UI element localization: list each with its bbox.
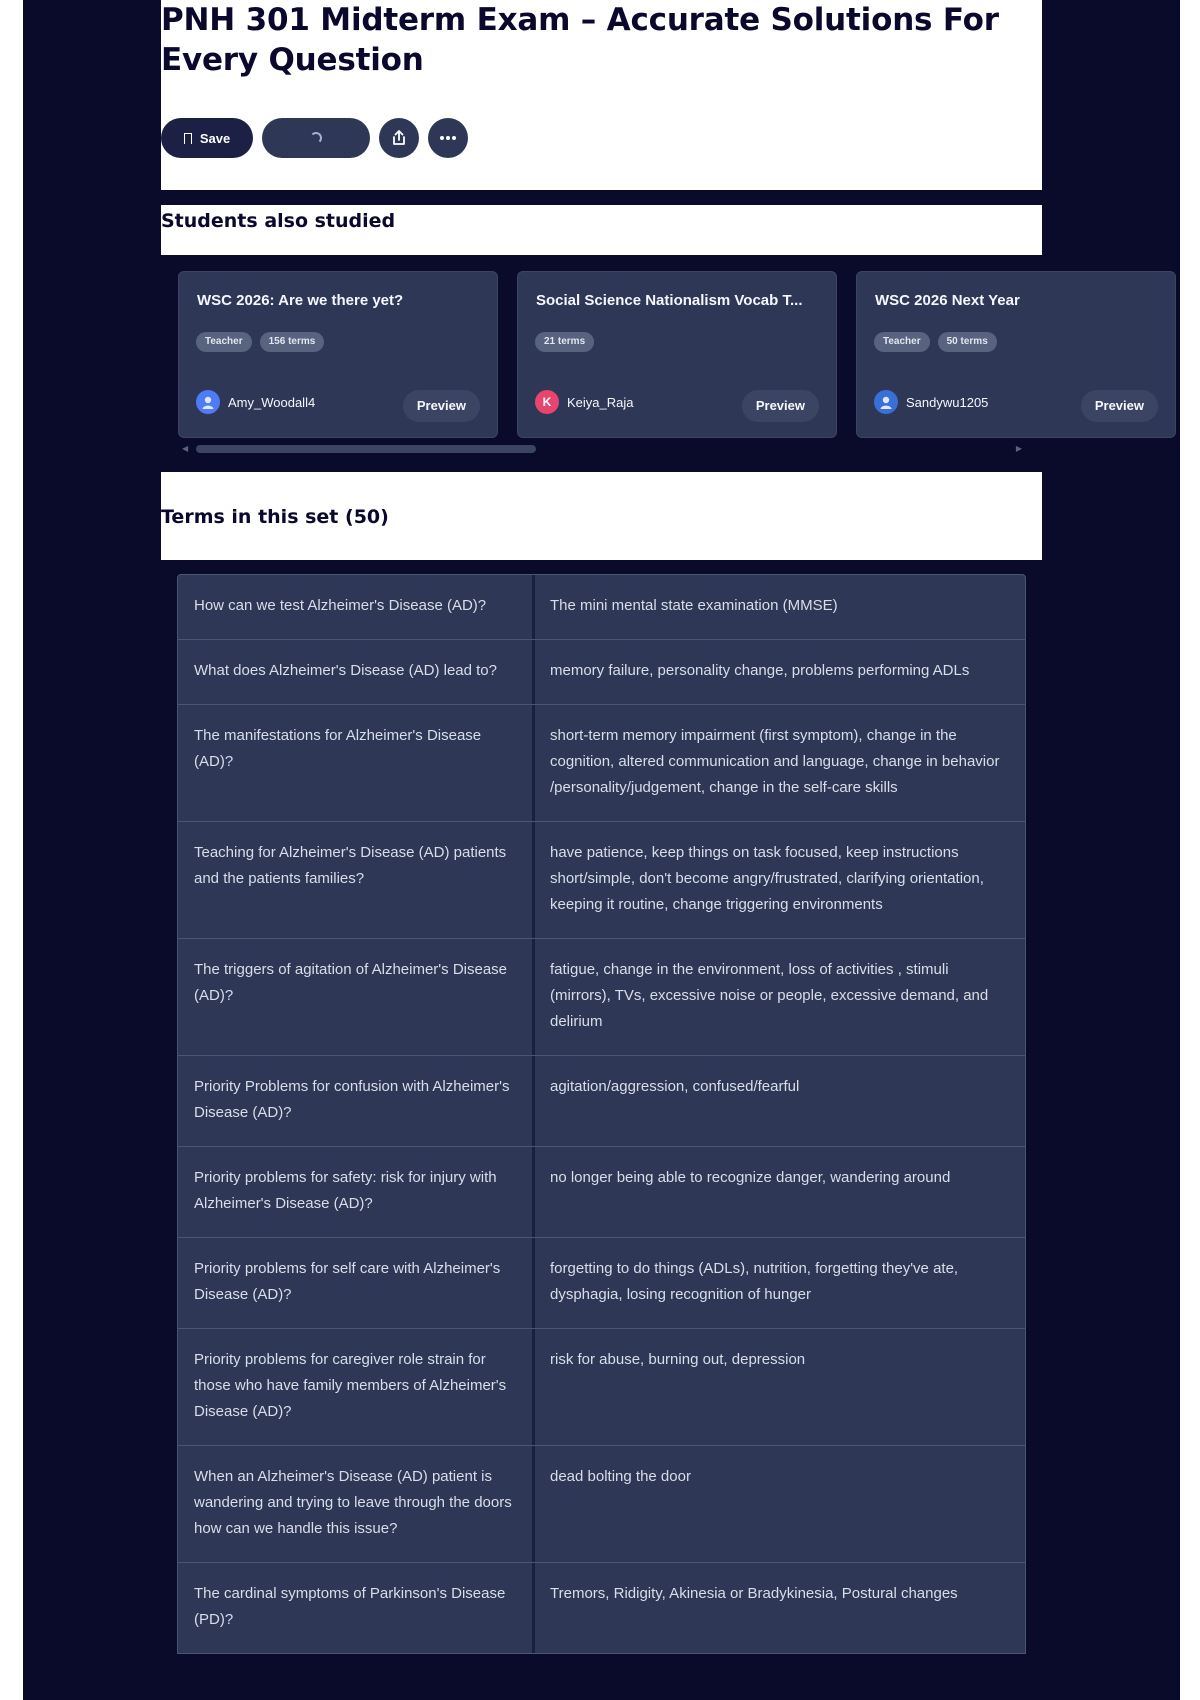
term-question: Priority problems for self care with Alzheimer's Disease (AD)?	[178, 1238, 535, 1328]
term-definition: no longer being able to recognize danger, wandering around	[550, 1169, 951, 1186]
study-set-title[interactable]: WSC 2026 Next Year	[875, 292, 1020, 309]
save-label: Save	[199, 130, 231, 146]
term-question: Teaching for Alzheimer's Disease (AD) patients and the patients families?	[178, 822, 535, 938]
study-set-badges	[535, 332, 594, 352]
action-bar	[161, 117, 468, 159]
scroll-right-icon[interactable]: ▶	[1015, 444, 1022, 453]
avatar	[874, 390, 898, 414]
header-card	[161, 0, 1042, 190]
scroll-left-icon[interactable]: ◀	[182, 444, 189, 453]
term-count-badge: 156 terms	[260, 332, 325, 352]
students-also-studied-heading: Students also studied	[161, 210, 396, 232]
more-icon	[439, 135, 457, 141]
term-definition: short-term memory impairment (first symptom), change in the cognition, altered communication and language, change in behavior /personality/judgement, change in the self-care skills	[550, 727, 1000, 796]
carousel-scrollbar[interactable]	[182, 445, 1022, 453]
term-definition: fatigue, change in the environment, loss of activities , stimuli (mirrors), TVs, excessive noise or people, excessive demand, and delirium	[550, 961, 989, 1030]
terms-heading: Terms in this set (50)	[161, 506, 389, 528]
term-row[interactable]	[177, 1329, 1026, 1446]
term-row[interactable]	[177, 1056, 1026, 1147]
term-row[interactable]	[177, 1147, 1026, 1238]
scrollbar-thumb[interactable]	[196, 445, 536, 453]
term-question: When an Alzheimer's Disease (AD) patient is wandering and trying to leave through the doors how can we handle this issue?	[178, 1446, 535, 1562]
section-divider	[161, 190, 1042, 205]
term-row[interactable]	[177, 822, 1026, 939]
terms-list	[177, 574, 1026, 1654]
term-question: Priority problems for safety: risk for injury with Alzheimer's Disease (AD)?	[178, 1147, 535, 1237]
term-definition: dead bolting the door	[550, 1468, 691, 1485]
term-row[interactable]	[177, 939, 1026, 1056]
term-count-badge: 21 terms	[535, 332, 594, 352]
study-set-carousel[interactable]	[161, 255, 1144, 472]
avatar	[196, 390, 220, 414]
terms-container	[161, 560, 1042, 1700]
preview-button[interactable]: Preview	[1081, 390, 1158, 422]
term-row[interactable]	[177, 705, 1026, 822]
loading-button[interactable]	[262, 118, 370, 158]
preview-button[interactable]: Preview	[742, 390, 819, 422]
term-question: The triggers of agitation of Alzheimer's Disease (AD)?	[178, 939, 535, 1055]
author-name: Amy_Woodall4	[228, 394, 316, 410]
term-question: The cardinal symptoms of Parkinson's Disease (PD)?	[178, 1563, 535, 1653]
term-definition: forgetting to do things (ADLs), nutrition, forgetting they've ate, dysphagia, losing recognition of hunger	[550, 1260, 959, 1303]
study-set-title[interactable]: WSC 2026: Are we there yet?	[197, 292, 404, 309]
author-name: Keiya_Raja	[567, 394, 634, 410]
share-button[interactable]	[379, 118, 419, 158]
share-icon	[390, 129, 408, 147]
teacher-badge: Teacher	[874, 332, 930, 352]
term-question: What does Alzheimer's Disease (AD) lead to?	[178, 640, 535, 704]
avatar: K	[535, 390, 559, 414]
study-set-badges	[874, 332, 997, 352]
term-definition: risk for abuse, burning out, depression	[550, 1351, 806, 1368]
user-icon	[878, 394, 894, 410]
term-definition: The mini mental state examination (MMSE)	[550, 597, 838, 614]
term-question: The manifestations for Alzheimer's Disease (AD)?	[178, 705, 535, 821]
spinner-icon	[310, 132, 322, 144]
term-question: Priority problems for caregiver role strain for those who have family members of Alzheimer's Disease (AD)?	[178, 1329, 535, 1445]
page-title: PNH 301 Midterm Exam – Accurate Solutions For Every Question	[161, 2, 999, 78]
term-row[interactable]	[177, 574, 1026, 640]
study-set-card[interactable]	[517, 271, 837, 438]
preview-button[interactable]: Preview	[403, 390, 480, 422]
term-definition: memory failure, personality change, problems performing ADLs	[550, 662, 970, 679]
terms-header	[161, 472, 1042, 560]
term-row[interactable]	[177, 1446, 1026, 1563]
study-set-card[interactable]	[178, 271, 498, 438]
term-row[interactable]	[177, 640, 1026, 705]
study-set-card[interactable]	[856, 271, 1176, 438]
term-question: How can we test Alzheimer's Disease (AD)?	[178, 575, 535, 639]
term-count-badge: 50 terms	[938, 332, 997, 352]
term-definition: have patience, keep things on task focused, keep instructions short/simple, don't become angry/frustrated, clarifying orientation, keeping it routine, change triggering environments	[550, 844, 984, 913]
term-row[interactable]	[177, 1563, 1026, 1654]
term-definition: agitation/aggression, confused/fearful	[550, 1078, 800, 1095]
study-set-author[interactable]	[874, 390, 988, 414]
study-set-title[interactable]: Social Science Nationalism Vocab T...	[536, 292, 803, 309]
study-set-author[interactable]	[196, 390, 315, 414]
save-button[interactable]	[161, 118, 253, 158]
study-set-author[interactable]	[535, 390, 634, 414]
user-icon	[200, 394, 216, 410]
study-set-badges	[196, 332, 324, 352]
term-row[interactable]	[177, 1238, 1026, 1329]
author-name: Sandywu1205	[906, 394, 989, 410]
term-question: Priority Problems for confusion with Alzheimer's Disease (AD)?	[178, 1056, 535, 1146]
students-also-studied-header	[161, 205, 1042, 255]
more-button[interactable]	[428, 118, 468, 158]
term-definition: Tremors, Ridigity, Akinesia or Bradykinesia, Postural changes	[550, 1585, 958, 1602]
teacher-badge: Teacher	[196, 332, 252, 352]
bookmark-icon	[184, 133, 192, 144]
